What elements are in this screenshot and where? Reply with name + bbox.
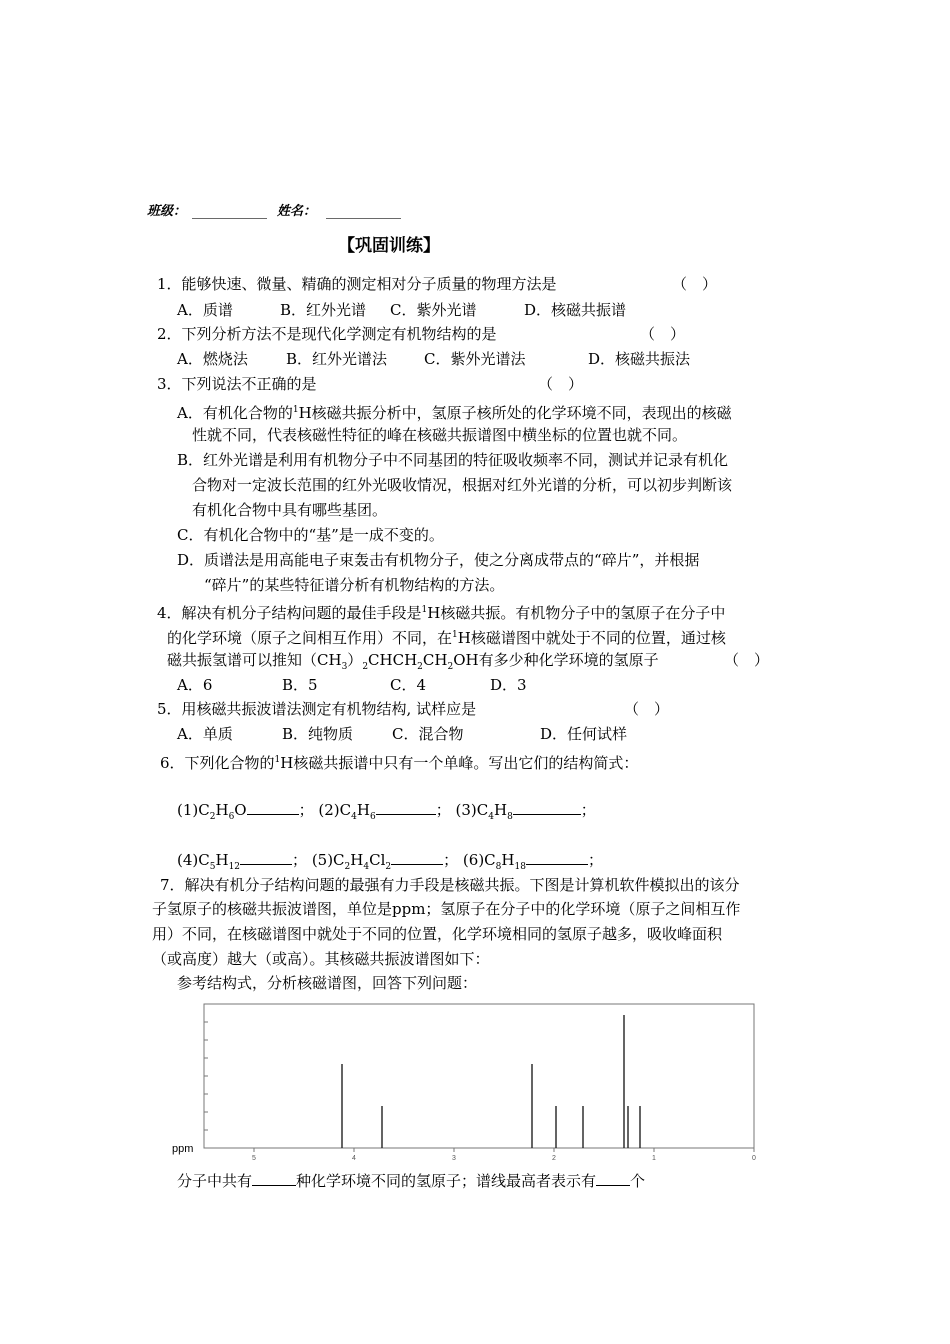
plot-frame <box>204 1004 754 1148</box>
q6-formula-6: $(6)C_8H_{18}$ <box>462 851 526 872</box>
q7-line2: 子氢原子的核磁共振波谱图，单位是ppm；氢原子在分子中的化学环境（原子之间相互作 <box>152 900 741 918</box>
x-tick-label: 4 <box>352 1155 356 1162</box>
q7-line5: 参考结构式，分析核磁谱图，回答下列问题： <box>177 974 478 992</box>
q4-option-a[interactable]: A．6 <box>177 676 213 694</box>
q7-blank-1[interactable] <box>252 1171 296 1186</box>
q1-option-c[interactable]: C．紫外光谱 <box>390 301 477 319</box>
q3-option-b-cont1: 合物对一定波长范围的红外光吸收情况，根据对红外光谱的分析，可以初步判断该 <box>192 476 733 494</box>
q6-blank-4[interactable] <box>240 850 292 865</box>
q6-formula-3: $(3)C_4H_8$ <box>455 801 513 822</box>
name-blank[interactable]: __________ <box>326 201 401 219</box>
q7-line1: 7．解决有机分子结构问题的最强有力手段是核磁共振。下图是计算机软件模拟出的该分 <box>160 876 740 894</box>
q1-option-d[interactable]: D．核磁共振谱 <box>524 301 627 319</box>
section-title: 【巩固训练】 <box>338 236 440 256</box>
class-blank[interactable]: __________ <box>192 201 267 219</box>
q3-option-c[interactable]: C．有机化合物中的“基”是一成不变的。 <box>177 526 444 544</box>
q5-option-a[interactable]: A．单质 <box>177 725 233 743</box>
q6-formula-row-1: $(1)C_2H_6O$ ； $(2)C_4H_6$ ； $(3)C_4H_8$ ； <box>177 801 596 822</box>
x-tick-label: 2 <box>552 1155 556 1162</box>
x-tick-label: 3 <box>452 1155 456 1162</box>
q3-option-d[interactable]: D．质谱法是用高能电子束轰击有机物分子，使之分离成带点的“碎片”，并根据 <box>177 551 700 569</box>
q7-line3: 用）不同，在核磁谱图中就处于不同的位置，化学环境相同的氢原子越多，吸收峰面积 <box>152 925 723 943</box>
q1-option-a[interactable]: A．质谱 <box>177 301 233 319</box>
q4-option-b[interactable]: B．5 <box>282 676 318 694</box>
q7-answer-line: 分子中共有 种化学环境不同的氢原子；谱线最高者表示有 个 <box>177 1172 646 1190</box>
name-label: 姓名： <box>277 204 317 219</box>
q4-line1: 4．解决有机分子结构问题的最佳手段是$^1$H核磁共振。有机物分子中的氢原子在分子中 <box>157 604 726 622</box>
x-tick-label: 1 <box>652 1155 656 1162</box>
q4-option-d[interactable]: D．3 <box>490 676 527 694</box>
q2-stem: 2．下列分析方法不是现代化学测定有机物结构的是 <box>157 325 497 343</box>
q6-formula-5: $(5)C_2H_4Cl_2$ <box>311 851 392 872</box>
q6-stem: 6．下列化合物的$^1$H核磁共振谱中只有一个单峰。写出它们的结构简式： <box>160 754 639 772</box>
nmr-spectrum-chart <box>172 998 762 1166</box>
q3-option-b[interactable]: B．红外光谱是利用有机物分子中不同基团的特征吸收频率不同，测试并记录有机化 <box>177 451 729 469</box>
q3-answer-paren[interactable]: （ ） <box>538 375 584 393</box>
q6-blank-3[interactable] <box>513 800 581 815</box>
q6-blank-6[interactable] <box>526 850 588 865</box>
q3-option-a-cont: 性就不同，代表核磁性特征的峰在核磁共振谱图中横坐标的位置也就不同。 <box>192 426 688 444</box>
q6-formula-1: $(1)C_2H_6O$ <box>177 801 247 822</box>
x-tick-label: 5 <box>252 1155 256 1162</box>
q5-option-c[interactable]: C．混合物 <box>392 725 464 743</box>
q2-option-a[interactable]: A．燃烧法 <box>177 350 248 368</box>
x-axis-label: ppm <box>172 1143 194 1155</box>
q7-line4: （或高度）越大（或高）。其核磁共振波谱图如下： <box>152 950 490 968</box>
q2-option-d[interactable]: D．核磁共振法 <box>588 350 691 368</box>
q6-blank-5[interactable] <box>391 850 443 865</box>
q7-blank-2[interactable] <box>596 1171 630 1186</box>
q4-line2: 的化学环境（原子之间相互作用）不同，在$^1$H核磁谱图中就处于不同的位置，通过核 <box>167 629 726 647</box>
q2-option-c[interactable]: C．紫外光谱法 <box>424 350 526 368</box>
q3-option-b-cont2: 有机化合物中具有哪些基团。 <box>192 501 388 519</box>
q5-answer-paren[interactable]: （ ） <box>624 700 670 718</box>
q1-stem: 1．能够快速、微量、精确的测定相对分子质量的物理方法是 <box>157 275 557 293</box>
q5-option-b[interactable]: B．纯物质 <box>282 725 354 743</box>
q4-option-c[interactable]: C．4 <box>390 676 427 694</box>
q6-formula-row-2: $(4)C_5H_{12}$ ； $(5)C_2H_4Cl_2$ ； $(6)C_8H_{18}$ ； <box>177 851 603 872</box>
q6-formula-2: $(2)C_4H_6$ <box>318 801 376 822</box>
q1-answer-paren[interactable]: （ ） <box>672 275 718 293</box>
q4-line3: 磁共振氢谱可以推知$(CH_3)_2CHCH_2CH_2OH$有多少种化学环境的氢原子 <box>167 651 659 672</box>
q5-option-d[interactable]: D．任何试样 <box>540 725 628 743</box>
q4-answer-paren[interactable]: （ ） <box>724 651 770 669</box>
q1-option-b[interactable]: B．红外光谱 <box>280 301 367 319</box>
q3-option-d-cont: “碎片”的某些特征谱分析有机物结构的方法。 <box>204 576 505 594</box>
q2-answer-paren[interactable]: （ ） <box>640 325 686 343</box>
q6-formula-4: $(4)C_5H_{12}$ <box>177 851 241 872</box>
q6-blank-1[interactable] <box>247 800 299 815</box>
q2-option-b[interactable]: B．红外光谱法 <box>286 350 388 368</box>
class-label: 班级： <box>147 204 187 219</box>
q3-option-a[interactable]: A．有机化合物的$^1$H核磁共振分析中，氢原子核所处的化学环境不同，表现出的核磁 <box>177 404 732 422</box>
q3-stem: 3．下列说法不正确的是 <box>157 375 317 393</box>
q6-blank-2[interactable] <box>376 800 436 815</box>
q5-stem: 5．用核磁共振波谱法测定有机物结构, 试样应是 <box>157 700 477 718</box>
x-tick-label: 0 <box>752 1155 756 1162</box>
